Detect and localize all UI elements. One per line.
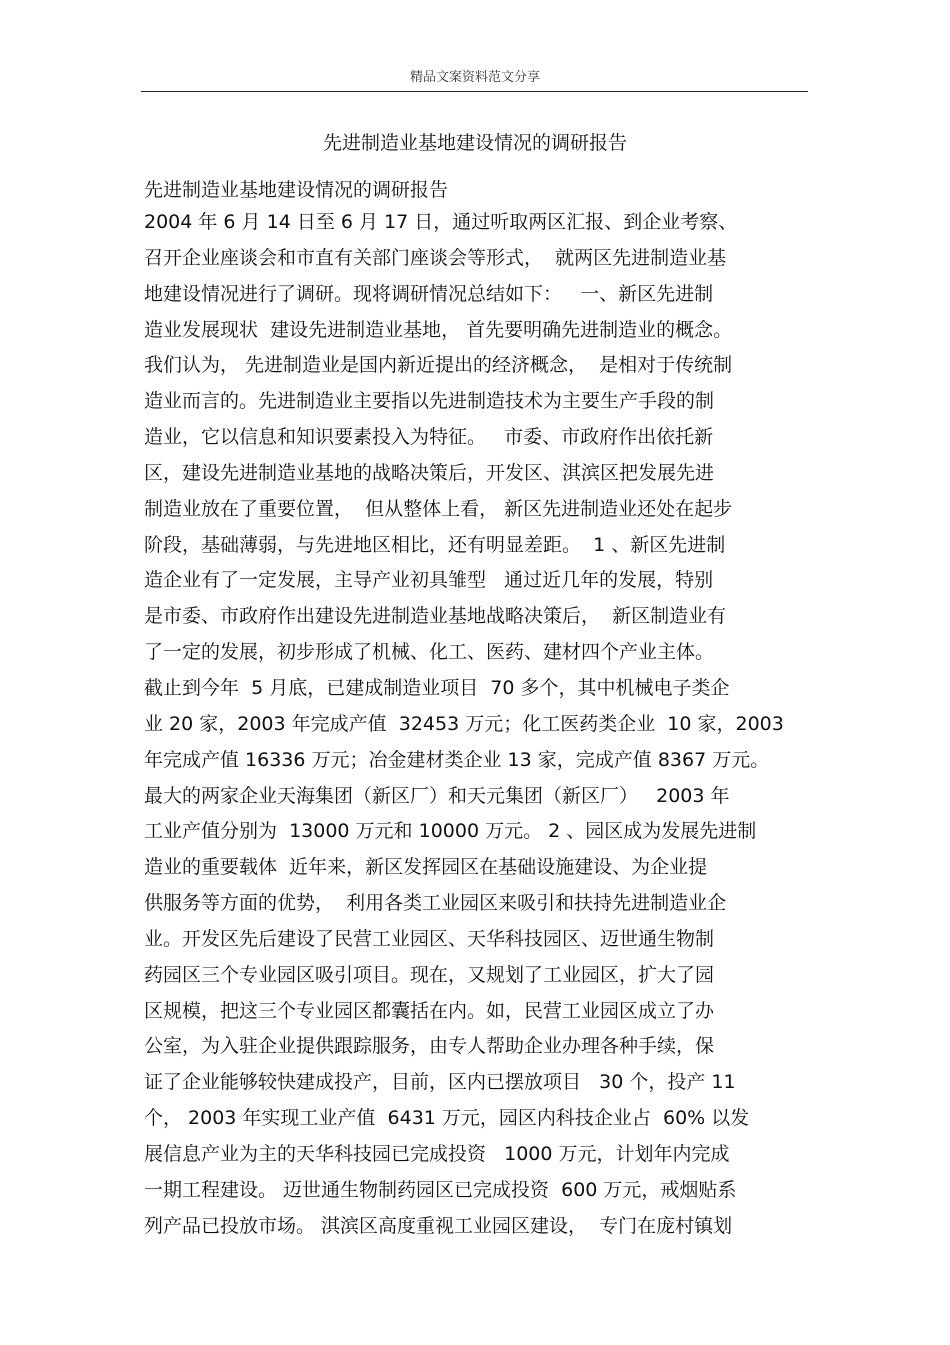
body-line: 业。开发区先后建设了民营工业园区、天华科技园区、迈世通生物制	[144, 927, 715, 950]
body-line: 供服务等方面的优势， 利用各类工业园区来吸引和扶持先进制造业企	[144, 892, 727, 915]
body-line: 药园区三个专业园区吸引项目。现在，又规划了工业园区，扩大了园	[144, 963, 715, 986]
body-line: 业 20 家，2003 年完成产值 32453 万元；化工医药类企业 10 家，2003	[144, 712, 784, 735]
body-line: 工业产值分别为 13000 万元和 10000 万元。 2 、园区成为发展先进制	[144, 820, 757, 843]
header-divider	[141, 91, 808, 92]
body-line: 证了企业能够较快建成投产，目前，区内已摆放项目 30 个，投产 11	[144, 1071, 736, 1094]
body-line: 一期工程建设。 迈世通生物制药园区已完成投资 600 万元，戒烟贴系	[144, 1178, 737, 1201]
body-line: 我们认为， 先进制造业是国内新近提出的经济概念， 是相对于传统制	[144, 354, 733, 377]
body-line: 展信息产业为主的天华科技园已完成投资 1000 万元，计划年内完成	[144, 1142, 730, 1165]
body-line: 了一定的发展，初步形成了机械、化工、医药、建材四个产业主体。	[144, 641, 715, 664]
body-line: 造业而言的。先进制造业主要指以先进制造技术为主要生产手段的制	[144, 390, 715, 413]
document-title: 先进制造业基地建设情况的调研报告	[322, 132, 627, 154]
body-line: 2004 年 6 月 14 日至 6 月 17 日，通过听取两区汇报、到企业考察、	[144, 211, 738, 233]
body-line: 造业发展现状 建设先进制造业基地， 首先要明确先进制造业的概念。	[144, 318, 733, 341]
body-line: 个， 2003 年实现工业产值 6431 万元，园区内科技企业占 60% 以发	[144, 1107, 750, 1130]
document-body	[144, 205, 816, 1244]
document-subtitle: 先进制造业基地建设情况的调研报告	[144, 179, 449, 201]
body-line: 造业，它以信息和知识要素投入为特征。 市委、市政府作出依托新	[144, 426, 714, 449]
body-line: 制造业放在了重要位置， 但从整体上看， 新区先进制造业还处在起步	[144, 497, 733, 520]
body-line: 区规模，把这三个专业园区都囊括在内。如，民营工业园区成立了办	[144, 999, 715, 1022]
body-line: 年完成产值 16336 万元；冶金建材类企业 13 家，完成产值 8367 万元。	[144, 748, 770, 771]
body-line: 区，建设先进制造业基地的战略决策后，开发区、淇滨区把发展先进	[144, 461, 715, 484]
body-line: 公室，为入驻企业提供跟踪服务，由专人帮助企业办理各种手续，保	[144, 1035, 715, 1058]
body-line: 召开企业座谈会和市直有关部门座谈会等形式， 就两区先进制造业基	[144, 246, 727, 269]
body-line: 地建设情况进行了调研。现将调研情况总结如下： 一、新区先进制	[144, 282, 714, 305]
page-header-text: 精品文案资料范文分享	[409, 70, 540, 85]
body-line: 阶段，基础薄弱，与先进地区相比，还有明显差距。 1 、新区先进制	[144, 533, 726, 556]
body-line: 列产品已投放市场。 淇滨区高度重视工业园区建设， 专门在庞村镇划	[144, 1214, 733, 1237]
body-line: 是市委、市政府作出建设先进制造业基地战略决策后， 新区制造业有	[144, 605, 727, 628]
body-line: 造业的重要载体 近年来，新区发挥园区在基础设施建设、为企业提	[144, 856, 708, 879]
body-line: 造企业有了一定发展，主导产业初具雏型 通过近几年的发展，特别	[144, 569, 714, 592]
body-line: 截止到今年 5 月底，已建成制造业项目 70 多个，其中机械电子类企	[144, 676, 730, 699]
body-line: 最大的两家企业天海集团（新区厂）和天元集团（新区厂） 2003 年	[144, 784, 730, 807]
